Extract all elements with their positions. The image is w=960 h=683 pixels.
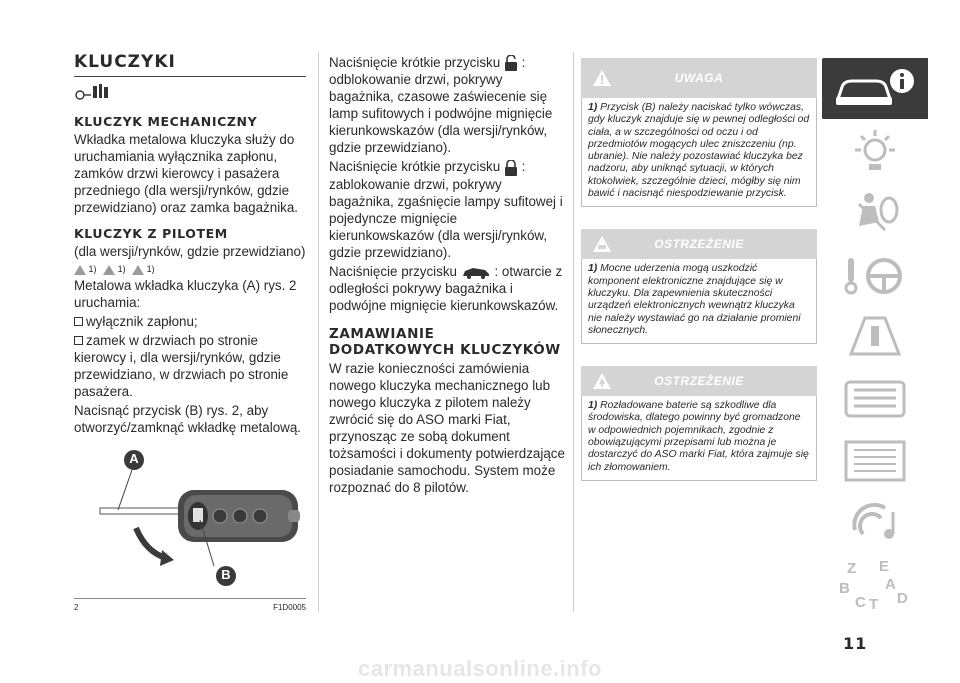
- car-info-icon: [830, 67, 920, 111]
- box-text: Mocne uderzenia mogą uszkodzić komponent elektroniczne znajdujące się w kluczyku. Dla zapewnienia skuteczności urządzeń elektronicznych wewnątrz kluczyka nie należy wystawiać go na działanie promieni słonecznych.: [588, 263, 801, 336]
- box-body-environment: [581, 396, 817, 481]
- multimedia-icon: [845, 500, 905, 546]
- box-title: OSTRZEŻENIE: [654, 237, 744, 252]
- box-header-caution: [581, 58, 817, 98]
- paragraph-button-b: Nacisnąć przycisk (B) rys. 2, aby otworzyć/zamknąć wkładkę metalową.: [74, 403, 301, 435]
- watermark: carmanualsonline.info: [358, 656, 602, 681]
- tab-multimedia[interactable]: [822, 492, 928, 554]
- box-text: Rozładowane baterie są szkodliwe dla środowiska, dlatego powinny być gromadzone w odpowiednich pojemnikach, zgodnie z obowiązującymi przepisami lub można je dostarczyć do ASO marki Fiat, która zajmuje się ich złomowaniem.: [588, 400, 809, 473]
- note-mark: 1): [88, 264, 97, 274]
- text-fragment: :: [521, 159, 526, 175]
- text-fragment: odblokowanie drzwi, pokrywy bagażnika, czasowe zaświecenie się lamp sufitowych i podwójne mignięcie kierunkowskazów (dla wersji/rynków, gdzie przewidziano).: [329, 72, 553, 156]
- box-title: OSTRZEŻENIE: [654, 374, 744, 389]
- specs-icon: [840, 438, 910, 484]
- index-letter: T: [869, 595, 879, 613]
- box-mark: 1): [588, 263, 598, 275]
- title-rule: [74, 76, 306, 77]
- paragraph-trunk: [329, 263, 565, 314]
- subheading-order-keys: ZAMAWIANIE DODATKOWYCH KLUCZYKÓW: [329, 325, 561, 358]
- airbag-safety-icon: [845, 190, 905, 236]
- column-middle: [329, 52, 565, 496]
- box-header-warning: [581, 229, 817, 259]
- box-mark: 1): [588, 400, 598, 412]
- index-letter: C: [855, 593, 866, 611]
- tab-controls[interactable]: [822, 244, 928, 306]
- tab-warning-lights[interactable]: [822, 120, 928, 182]
- callout-label-b: B: [221, 567, 231, 582]
- paragraph-metal-insert: Metalowa wkładka kluczyka (A) rys. 2 uruchamia:: [74, 278, 297, 310]
- note-mark: 1): [146, 264, 155, 274]
- figure-number: 2: [74, 603, 79, 612]
- chapter-sidebar: [822, 58, 928, 616]
- box-body-caution: [581, 98, 817, 207]
- text-fragment: zablokowanie drzwi, pokrywy bagażnika, zgaśnięcie lampy sufitowej i pojedyncze mignięcie kierunkowskazów (dla wersji/rynków, gdzie przewidziano).: [329, 176, 563, 260]
- figure-caption: [74, 603, 306, 612]
- index-icon: [835, 558, 915, 612]
- box-text: Przycisk (B) należy naciskać tylko wówczas, gdy kluczyk znajduje się w pewnej odległości od ciała, a w szczególności od oczu i od przedmiotów mogących ulec zniszczeniu (np. ubranie). Nie należy pozostawiać kluczyka bez nadzoru, aby uniknąć sytuacji, w których ktokolwiek, szczególnie dzieci, mógłby się nim bawić i nacisnąć niespodziewanie przycisk.: [588, 102, 810, 200]
- index-letter: A: [885, 575, 896, 593]
- controls-steering-icon: [840, 252, 910, 298]
- environment-triangle-icon: [132, 265, 144, 275]
- tab-emergency[interactable]: [822, 306, 928, 368]
- warning-triangle-icon: [74, 265, 86, 275]
- caution-triangle-icon: [103, 265, 115, 275]
- index-letter: D: [897, 589, 908, 607]
- note-mark: 1): [117, 264, 126, 274]
- bullet-item-ignition: [74, 313, 306, 330]
- bullet-text: zamek w drzwiach po stronie kierowcy i, dla wersji/rynków, gdzie przewidziano, w drzwiach po stronie pasażera.: [74, 333, 289, 399]
- bullet-square-icon: [74, 336, 83, 345]
- text-fragment: Naciśnięcie krótkie przycisku: [329, 55, 501, 70]
- lock-padlock-icon: [504, 160, 518, 176]
- index-letter: B: [839, 579, 850, 597]
- paragraph-lock: [329, 158, 565, 260]
- warning-note-references: [74, 264, 306, 275]
- box-mark: 1): [588, 102, 598, 113]
- warning-lights-icon: [845, 128, 905, 174]
- figure-key-illustration: [74, 446, 306, 596]
- key-illustration: [74, 446, 306, 596]
- subheading-remote-key: KLUCZYK Z PILOTEM: [74, 226, 228, 241]
- box-title: UWAGA: [674, 71, 724, 85]
- column-right: [581, 58, 817, 481]
- text-fragment: Naciśnięcie krótkie przycisku: [329, 159, 501, 175]
- index-letter: E: [879, 557, 890, 575]
- paragraph-unlock: [329, 54, 565, 156]
- unlock-padlock-icon: [504, 55, 518, 71]
- tab-maintenance[interactable]: [822, 368, 928, 430]
- trunk-car-icon: [461, 265, 491, 279]
- paragraph-remote-versions: (dla wersji/rynków, gdzie przewidziano): [74, 244, 306, 259]
- bullet-text: wyłącznik zapłonu;: [86, 314, 198, 329]
- emergency-icon: [845, 314, 905, 360]
- column-left: [74, 52, 306, 612]
- column-divider: [573, 52, 574, 612]
- tab-car-info[interactable]: [822, 58, 928, 120]
- subheading-mechanical-key: KLUCZYK MECHANICZNY: [74, 114, 258, 129]
- key-symbol-icon: [74, 83, 306, 106]
- page-number: 11: [843, 634, 868, 653]
- callout-label-a: A: [129, 451, 139, 466]
- column-divider: [318, 52, 319, 612]
- box-body-warning: [581, 259, 817, 344]
- bullet-item-door-lock: [74, 332, 306, 400]
- tab-specifications[interactable]: [822, 430, 928, 492]
- text-fragment: :: [521, 55, 526, 70]
- paragraph-mechanical-key: Wkładka metalowa kluczyka służy do uruchamiania wyłącznika zapłonu, zamków drzwi kierowcy i pasażera przedniego (dla wersji/rynków, gdzie przewidziano) oraz zamka bagażnika.: [74, 132, 299, 215]
- text-fragment: : otwarcie z odległości pokrywy bagażnika i podwójne mignięcie kierunkowskazów.: [329, 263, 563, 313]
- tab-index[interactable]: [822, 554, 928, 616]
- tab-safety[interactable]: [822, 182, 928, 244]
- figure-code: F1D0005: [273, 603, 306, 612]
- paragraph-order-keys: W razie konieczności zamówienia nowego kluczyka mechanicznego lub nowego kluczyka z pilotem należy zwrócić się do ASO marki Fiat, przynosząc ze sobą dokument tożsamości i dokumenty potwierdzające posiadanie samochodu. System może rozpoznać do 8 pilotów.: [329, 360, 565, 495]
- section-title: KLUCZYKI: [74, 52, 176, 72]
- bullet-square-icon: [74, 317, 83, 326]
- maintenance-icon: [840, 376, 910, 422]
- box-header-environment: [581, 366, 817, 396]
- figure-rule: [74, 598, 306, 599]
- text-fragment: Naciśnięcie przycisku: [329, 263, 457, 279]
- index-letter: Z: [847, 559, 857, 577]
